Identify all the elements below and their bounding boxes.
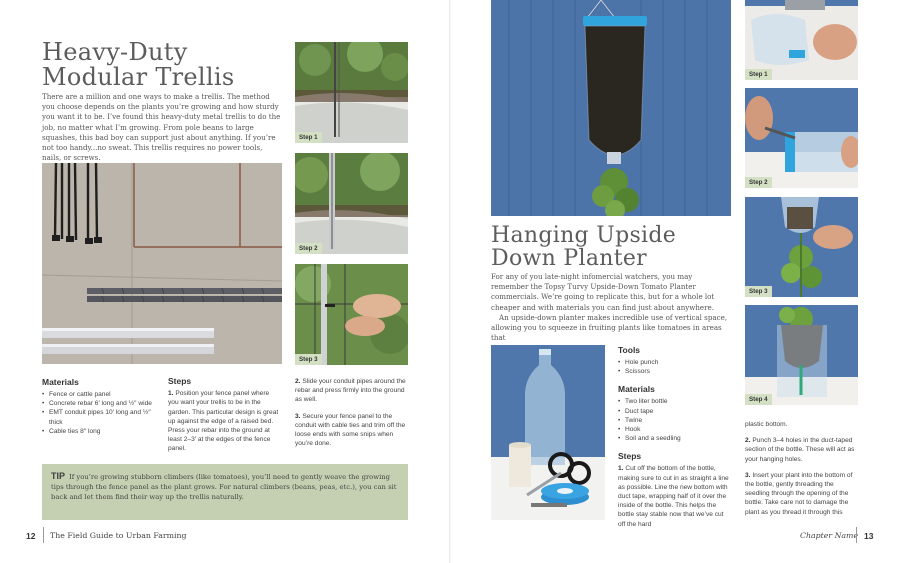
step-number: 3. — [745, 471, 751, 479]
step-text: Insert your plant into the bottom of the bottle, gently threading the seedling through the opening of the bottle. Take care not to damage the plant as you thread it through this — [745, 471, 853, 516]
left-page-number: 12 — [26, 531, 36, 541]
right-page-title — [491, 224, 731, 270]
left-step2-photo — [295, 153, 408, 254]
right-materials-list — [618, 397, 730, 443]
left-page-title — [42, 40, 292, 90]
right-step2-photo — [745, 88, 858, 188]
left-steps-column — [168, 377, 280, 461]
right-step2-text — [745, 436, 857, 464]
list-item: • Hook — [618, 425, 730, 434]
right-steps-column-2 — [745, 420, 857, 524]
hanging-planter-photo — [491, 0, 731, 216]
left-steps-column-2 — [295, 377, 408, 455]
list-item: • Two liter bottle — [618, 397, 730, 406]
left-materials-column — [42, 377, 157, 436]
right-steps-heading: Steps — [618, 451, 642, 462]
right-materials-heading: Materials — [618, 384, 655, 395]
tip-keyword: TIP — [51, 471, 66, 481]
left-step3-label: Step 3 — [295, 354, 322, 365]
tools-list — [618, 358, 730, 376]
left-materials-heading: Materials — [42, 377, 79, 387]
right-step2-label: Step 2 — [745, 177, 772, 188]
list-item: • Fence or cattle panel — [42, 390, 157, 399]
right-step1-continued: plastic bottom. — [745, 421, 788, 428]
book-title-running-head: The Field Guide to Urban Farming — [50, 531, 187, 540]
step-text: Cut off the bottom of the bottle, making sure to cut in as straight a line as possible. Line the new bottom with duct tape, wrapping half of it over the inside of the bottle. This helps the bottle stay stable now that we’ve cut off the hard — [618, 465, 729, 528]
footer-divider — [43, 527, 44, 543]
left-step2-text — [295, 377, 408, 405]
right-intro-p2: An upside-down planter makes incredible use of vertical space, allowing you to squeeze in fruiting plants like tomatoes in areas that — [491, 312, 728, 343]
right-title-line1: Hanging Upside — [491, 223, 677, 248]
left-step2-label: Step 2 — [295, 243, 322, 254]
list-item: • Duct tape — [618, 407, 730, 416]
chapter-name-running-head: Chapter Name — [800, 531, 859, 540]
step-number: 2. — [295, 378, 301, 385]
list-item: • Twine — [618, 416, 730, 425]
right-step1-photo — [745, 0, 858, 80]
trellis-materials-photo — [42, 163, 282, 364]
step-number: 2. — [745, 437, 751, 445]
right-step3-text — [745, 471, 857, 517]
right-step1-text — [618, 464, 730, 528]
list-item: • Soil and a seedling — [618, 434, 730, 443]
step-text: Secure your fence panel to the conduit with cable ties and trim off the loose ends with some snips when you’re done. — [295, 412, 406, 448]
left-title-line2: Modular Trellis — [42, 63, 235, 91]
right-intro-p1: For any of you late-night infomercial watchers, you may remember the Topsy Turvy Upside-Down Tomato Planter commercials. We’re going to replicate this, but for a whole lot cheaper and with materials you can find just about anywhere. — [491, 272, 715, 312]
right-lists-column — [618, 345, 730, 529]
tools-heading: Tools — [618, 345, 641, 355]
tip-box — [42, 464, 408, 520]
left-step1-text — [168, 389, 280, 453]
step-number: 3. — [295, 412, 301, 420]
list-item: • Scissors — [618, 367, 730, 376]
right-step3-photo — [745, 197, 858, 297]
right-step1-label: Step 1 — [745, 69, 772, 80]
step-text: Punch 3–4 holes in the duct-taped section of the bottle. These will act as your hanging holes. — [745, 437, 855, 463]
step-text: Position your fence panel where you want your trellis to be in the garden. This particular design is great up against the edge of a raised bed. Press your rebar into the ground at least 2–3′ at the edges of the fence panel. — [168, 390, 279, 453]
list-item: • Concrete rebar 6′ long and ½″ wide — [42, 399, 157, 408]
gutter — [449, 0, 451, 563]
left-intro-paragraph: There are a million and one ways to make a trellis. The method you choose depends on the plants you’re growing and how sturdy you want it to be. I’ve found this heavy-duty metal trellis to do the job, no matter what I’m growing. From pole beans to large squashes, this bad boy can support just about anything. If you’re not too handy...no sweat. This trellis requires no power tools, nails, or screws. — [42, 92, 281, 163]
right-intro — [491, 272, 731, 343]
right-page-number: 13 — [864, 531, 874, 541]
left-step3-text — [295, 412, 408, 449]
footer-divider — [856, 527, 857, 543]
right-step3-label: Step 3 — [745, 286, 772, 297]
list-item: • EMT conduit pipes 10′ long and ½″ thick — [42, 408, 157, 426]
right-step4-label: Step 4 — [745, 394, 772, 405]
left-step1-photo — [295, 42, 408, 143]
right-title-line2: Down Planter — [491, 246, 647, 271]
list-item: • Hole punch — [618, 358, 730, 367]
step-text: Slide your conduit pipes around the rebar and press firmly into the ground as well. — [295, 378, 406, 404]
right-step4-photo — [745, 305, 858, 405]
left-materials-list — [42, 390, 157, 436]
list-item: • Cable ties 8″ long — [42, 427, 157, 436]
left-step1-label: Step 1 — [295, 132, 322, 143]
left-steps-heading: Steps — [168, 376, 192, 386]
left-title-line1: Heavy-Duty — [42, 38, 188, 66]
tip-text: If you’re growing stubborn climbers (like tomatoes), you’ll need to gently weave the growing tips through the fence panel as the plant grows. For natural climbers (beans, peas, etc.), you can sit back and let them find their way up the trellis naturally. — [51, 473, 397, 501]
step-number: 1. — [618, 465, 624, 473]
left-step3-photo — [295, 264, 408, 365]
step-number: 1. — [168, 390, 174, 398]
bottle-tools-photo — [491, 345, 605, 520]
